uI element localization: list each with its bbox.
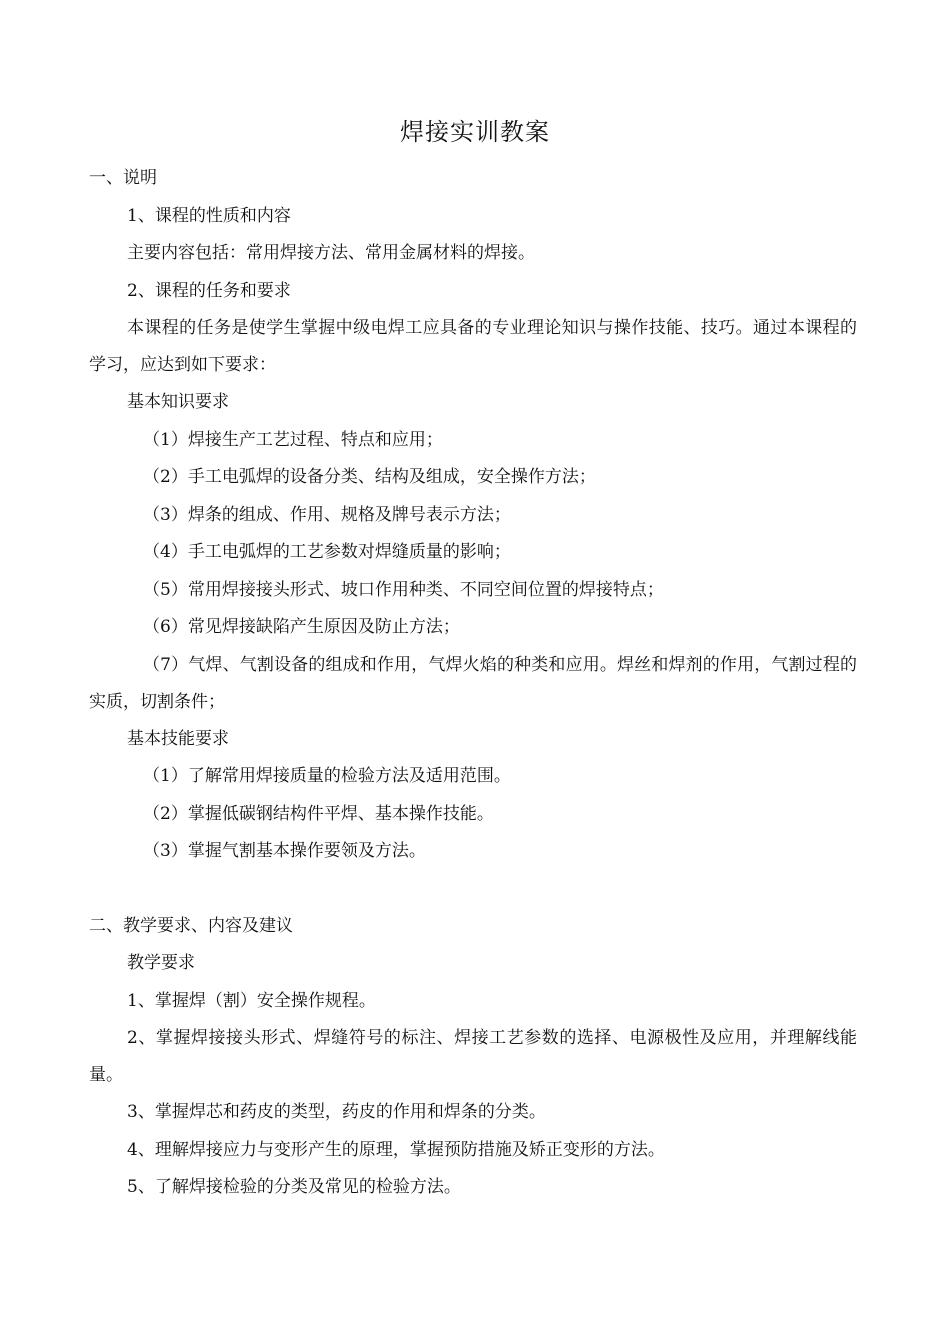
- teaching-item-2: 2、掌握焊接接头形式、焊缝符号的标注、焊接工艺参数的选择、电源极性及应用，并理解线能量。: [89, 1028, 857, 1085]
- teaching-requirements-heading: 教学要求: [127, 953, 195, 973]
- course-nature-heading: 1、课程的性质和内容: [127, 205, 291, 226]
- skill-item-3: （3）掌握气割基本操作要领及方法。: [143, 841, 426, 861]
- section-2-heading: 二、教学要求、内容及建议: [89, 915, 293, 936]
- document-body: [89, 160, 857, 1207]
- skill-item-2: （2）掌握低碳钢结构件平焊、基本操作技能。: [143, 803, 494, 824]
- section-spacer: [89, 871, 857, 908]
- teaching-item-1: 1、掌握焊（割）安全操作规程。: [127, 990, 376, 1011]
- knowledge-item-7: （7）气焊、气割设备的组成和作用，气焊火焰的种类和应用。焊丝和焊剂的作用，气割过程的实质，切割条件；: [89, 654, 857, 712]
- document-title: 焊接实训教案: [400, 118, 550, 146]
- course-task-heading: 2、课程的任务和要求: [127, 280, 291, 301]
- teaching-item-5: 5、了解焊接检验的分类及常见的检验方法。: [127, 1177, 461, 1197]
- skill-item-1: （1）了解常用焊接质量的检验方法及适用范围。: [143, 766, 511, 786]
- knowledge-item-1: （1）焊接生产工艺过程、特点和应用；: [143, 429, 443, 450]
- knowledge-item-5: （5）常用焊接接头形式、坡口作用种类、不同空间位置的焊接特点；: [143, 579, 664, 600]
- knowledge-item-3: （3）焊条的组成、作用、规格及牌号表示方法；: [143, 504, 511, 525]
- section-1-heading: 一、说明: [89, 168, 157, 188]
- skill-heading: 基本技能要求: [127, 728, 229, 749]
- course-task-text: 本课程的任务是使学生掌握中级电焊工应具备的专业理论知识与操作技能、技巧。通过本课程的学习，应达到如下要求：: [89, 318, 857, 375]
- knowledge-heading: 基本知识要求: [127, 392, 229, 412]
- course-nature-text: 主要内容包括：常用焊接方法、常用金属材料的焊接。: [127, 243, 535, 263]
- knowledge-item-6: （6）常见焊接缺陷产生原因及防止方法；: [143, 617, 460, 637]
- knowledge-item-2: （2）手工电弧焊的设备分类、结构及组成，安全操作方法；: [143, 467, 596, 487]
- teaching-item-4: 4、理解焊接应力与变形产生的原理，掌握预防措施及矫正变形的方法。: [127, 1139, 665, 1160]
- teaching-item-3: 3、掌握焊芯和药皮的类型，药皮的作用和焊条的分类。: [127, 1102, 546, 1122]
- knowledge-item-4: （4）手工电弧焊的工艺参数对焊缝质量的影响；: [143, 542, 511, 562]
